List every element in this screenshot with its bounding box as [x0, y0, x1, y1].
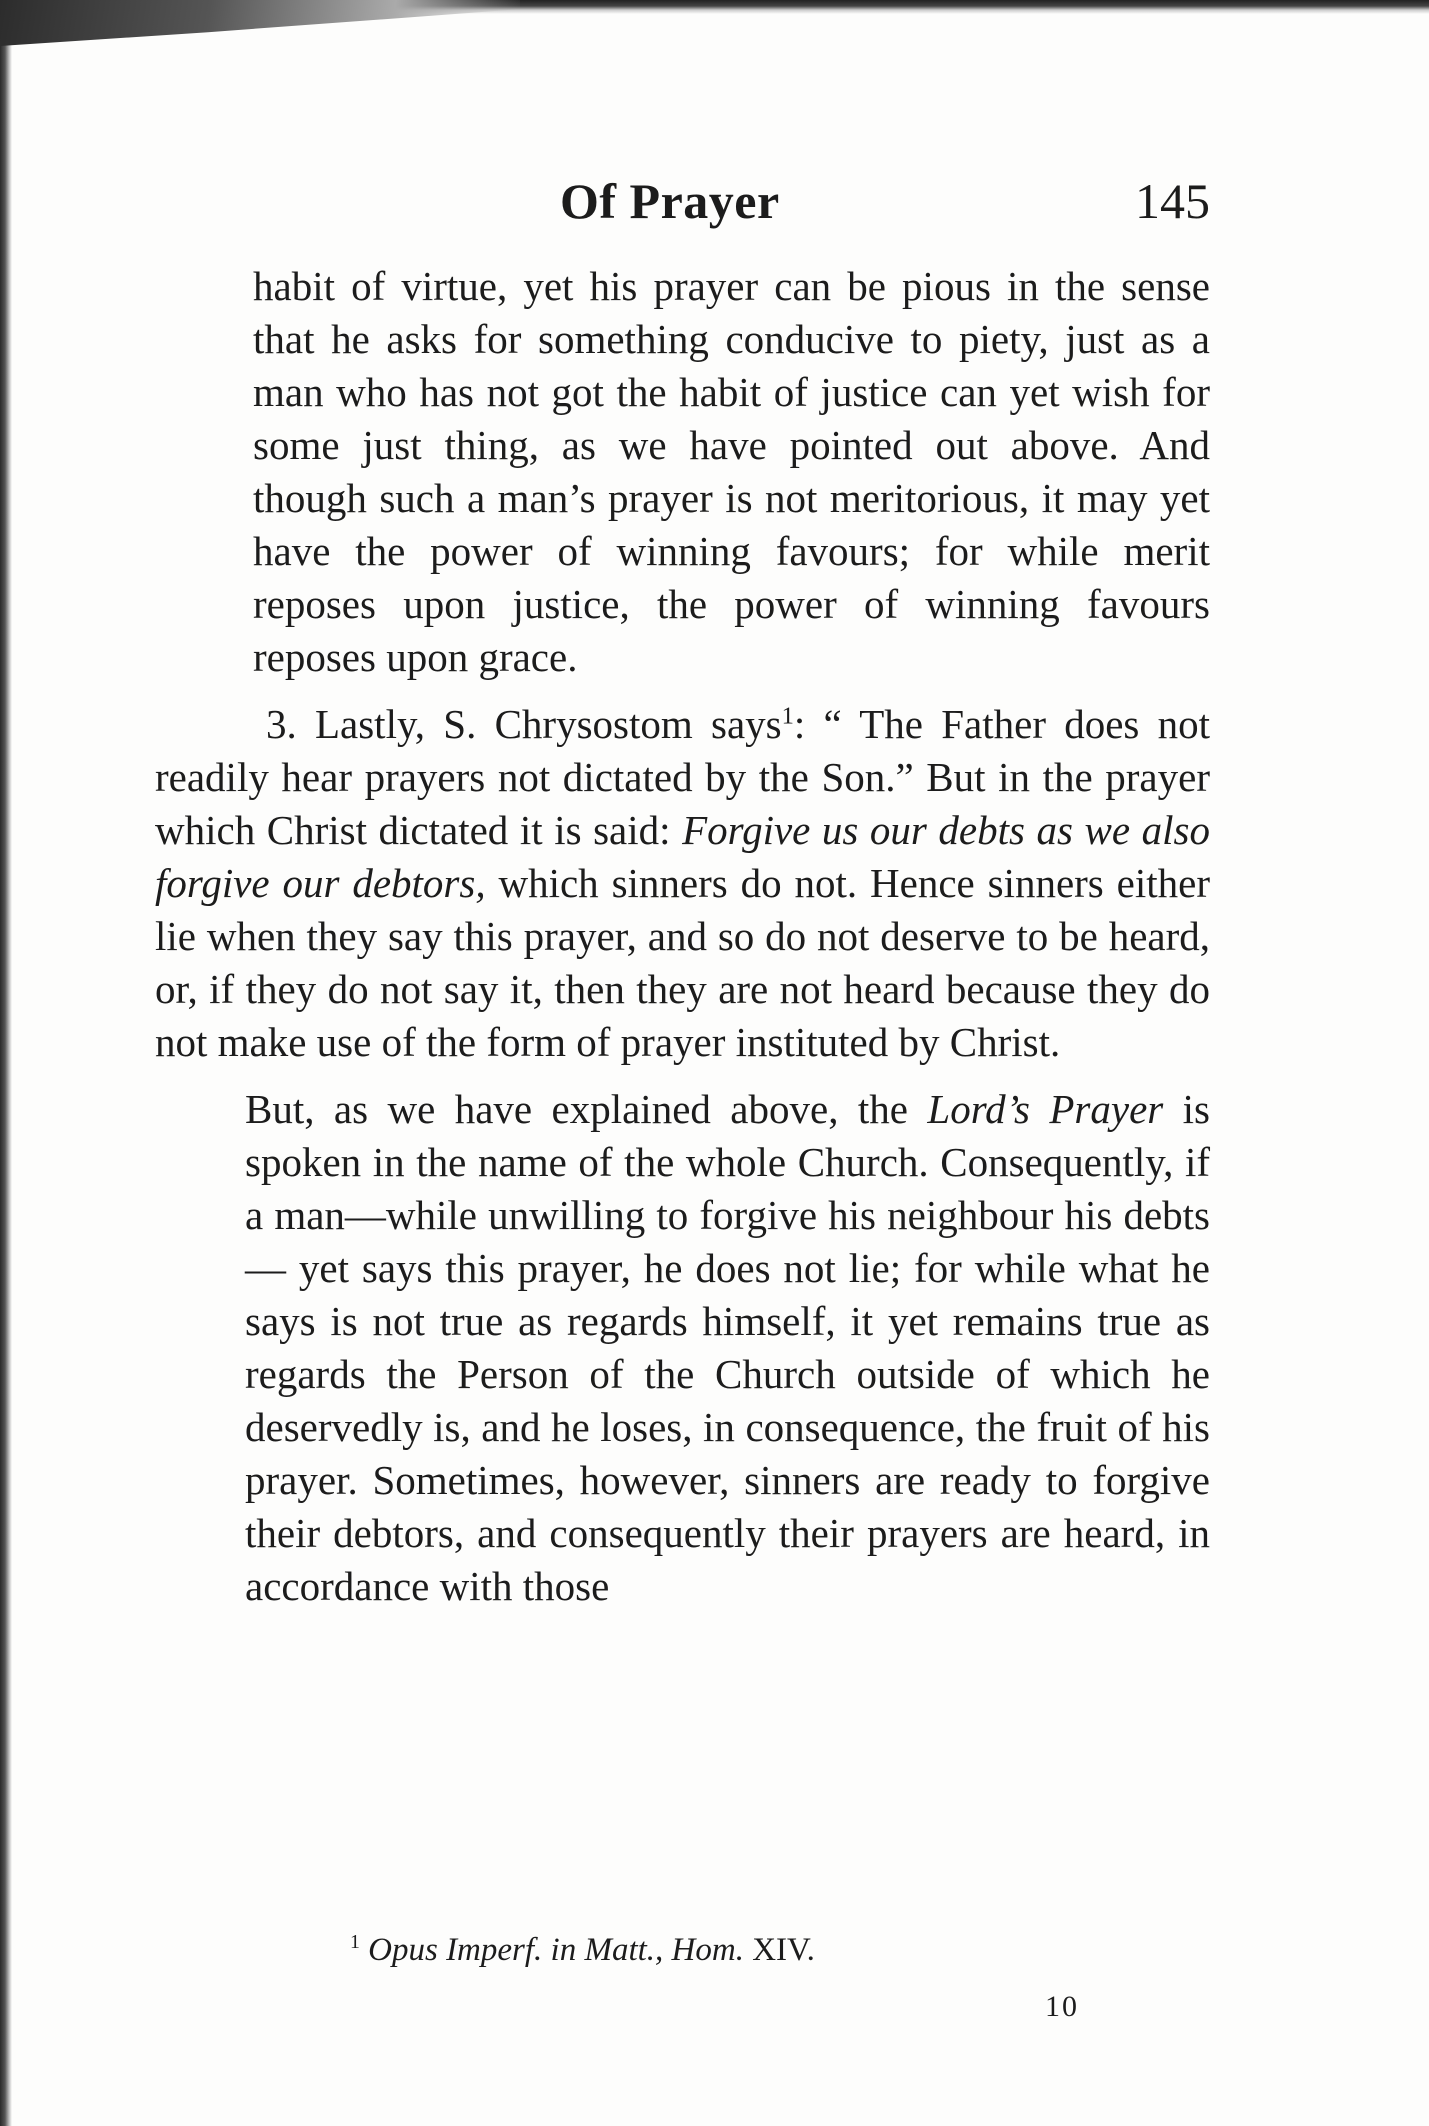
- footnote: [350, 1932, 815, 1969]
- footnote-citation: Opus Imperf. in Matt., Hom.: [368, 1932, 744, 1968]
- paragraph-text: which sinners do not. Hence sinners either lie when they say this prayer, and so do not deserve to be heard, or, if they do not say it, then they are not heard because they do not make use of the form of prayer instituted by Christ.: [155, 860, 1210, 1065]
- footnote-reference: 1: [781, 702, 794, 730]
- page-number: 145: [1135, 173, 1210, 229]
- signature-mark: 10: [1045, 1990, 1079, 2023]
- footnote-number: XIV.: [743, 1932, 815, 1968]
- paragraph-text: is spoken in the name of the whole Church. Consequently, if a man—while unwilling to forgive his neighbour his debts— yet says this prayer, he does not lie; for while what he says is not true as regards himself, it yet remains true as regards the Person of the Church outside of which he deservedly is, and he loses, in consequence, the fruit of his prayer. Sometimes, however, sinners are ready to forgive their debtors, and consequently their prayers are heard, in accordance with those: [245, 1086, 1210, 1609]
- footnote-marker: 1: [350, 1931, 360, 1953]
- italic-term: Lord’s Prayer: [927, 1086, 1164, 1132]
- running-header: [560, 172, 1210, 236]
- paragraph-chrysostom: [155, 698, 1210, 1069]
- paragraph-text: 3. Lastly, S. Chrysostom says: [266, 701, 782, 747]
- body-text: [155, 260, 1210, 1627]
- scripture-quote: Forgive us our debts as we also forgive our debtors,: [155, 807, 1210, 906]
- paragraph-text: habit of virtue, yet his prayer can be pious in the sense that he asks for something conducive to piety, just as a man who has not got the habit of justice can yet wish for some just thing, as we have pointed out above. And though such a man’s prayer is not meritorious, it may yet have the power of winning favours; for while merit reposes upon justice, the power of winning favours reposes upon grace.: [253, 263, 1210, 680]
- paragraph-text: : “ The Father does not readily hear prayers not dictated by the Son.” But in the prayer which Christ dictated it is said:: [155, 701, 1210, 853]
- scan-edge-left: [0, 0, 12, 2126]
- paragraph-continued: [253, 260, 1210, 684]
- paragraph-text: But, as we have explained above, the: [245, 1086, 928, 1132]
- running-title: Of Prayer: [560, 173, 780, 229]
- scan-edge-corner: [0, 0, 520, 46]
- paragraph-reply: [245, 1083, 1210, 1613]
